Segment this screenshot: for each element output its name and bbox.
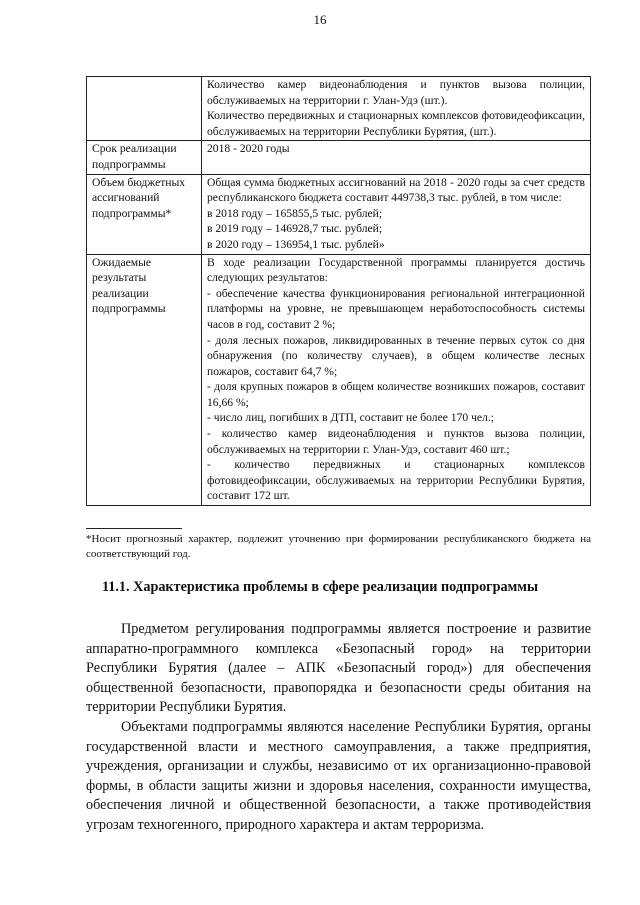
footnote: *Носит прогнозный характер, подлежит уточнению при формировании республиканского бюджета на соответствующий год. bbox=[86, 533, 591, 560]
row-label: Срок реализации подпрограммы bbox=[87, 141, 202, 174]
row-content bbox=[202, 141, 591, 174]
row-paragraph: Общая сумма бюджетных ассигнований на 2018 - 2020 годы за счет средств республиканского бюджета составит 449738,3 тыс. рублей, в том числе: bbox=[207, 175, 585, 205]
body-paragraph: Объектами подпрограммы являются население Республики Бурятия, органы государственной власти и местного самоуправления, а также предприятия, учреждения, организации и службы, независимо от их организационно-правовой формы, в области защиты жизни и здоровья населения, сохранности имущества, обеспечения личной и общественной безопасности, а также противодействия угрозам техногенного, природного характера и актам терроризма. bbox=[86, 718, 591, 833]
row-label bbox=[87, 77, 202, 141]
row-content bbox=[202, 254, 591, 506]
table-row bbox=[87, 174, 591, 254]
row-paragraph: - обеспечение качества функционирования региональной интеграционной платформы на уровне, не превышающем неработоспособность системы часов в год, составит 2 %; bbox=[207, 286, 585, 331]
row-paragraph: 2018 - 2020 годы bbox=[207, 142, 290, 156]
table-row bbox=[87, 254, 591, 506]
row-paragraph: - число лиц, погибших в ДТП, составит не более 170 чел.; bbox=[207, 411, 494, 425]
row-label: Ожидаемые результаты реализации подпрограммы bbox=[87, 254, 202, 506]
row-paragraph: Количество передвижных и стационарных комплексов фотовидеофиксации, обслуживаемых на территории Республики Бурятия, (шт.). bbox=[207, 109, 585, 138]
row-paragraph: в 2018 году – 165855,5 тыс. рублей; bbox=[207, 206, 383, 220]
row-paragraph: Количество камер видеонаблюдения и пунктов вызова полиции, обслуживаемых на территории г. Улан-Удэ (шт.). bbox=[207, 78, 585, 107]
row-paragraph: в 2020 году – 136954,1 тыс. рублей» bbox=[207, 237, 385, 251]
body-text bbox=[86, 620, 591, 836]
body-paragraph: Предметом регулирования подпрограммы является построение и развитие аппаратно-программного комплекса «Безопасный город» на территории Республики Бурятия (далее – АПК «Безопасный город») для обеспечения общественной безопасности, правопорядка и безопасности среды обитания на территории Республики Бурятия. bbox=[86, 621, 591, 716]
table-row bbox=[87, 141, 591, 174]
row-paragraph: - количество передвижных и стационарных комплексов фотовидеофиксации, обслуживаемых на территории Республики Бурятия, составит 172 шт. bbox=[207, 458, 585, 503]
row-label: Объем бюджетных ассигнований подпрограммы* bbox=[87, 174, 202, 254]
table-row bbox=[87, 77, 591, 141]
subprogram-passport-table bbox=[86, 76, 591, 506]
row-content bbox=[202, 77, 591, 141]
row-paragraph: в 2019 году – 146928,7 тыс. рублей; bbox=[207, 222, 383, 236]
row-paragraph: - доля крупных пожаров в общем количестве возникших пожаров, составит 16,66 %; bbox=[207, 380, 585, 409]
row-paragraph: В ходе реализации Государственной программы планируется достичь следующих результатов: bbox=[207, 255, 585, 285]
footnote-divider bbox=[86, 528, 182, 529]
section-heading: 11.1. Характеристика проблемы в сфере реализации подпрограммы bbox=[101, 579, 539, 595]
page-number: 16 bbox=[313, 12, 327, 27]
row-content bbox=[202, 174, 591, 254]
row-paragraph: - доля лесных пожаров, ликвидированных в течение первых суток со дня обнаружения (по количеству случаев), в общем количестве лесных пожаров, составит 64,7 %; bbox=[207, 333, 585, 378]
row-paragraph: - количество камер видеонаблюдения и пунктов вызова полиции, обслуживаемых на территории г. Улан-Удэ, составит 460 шт.; bbox=[207, 427, 585, 456]
